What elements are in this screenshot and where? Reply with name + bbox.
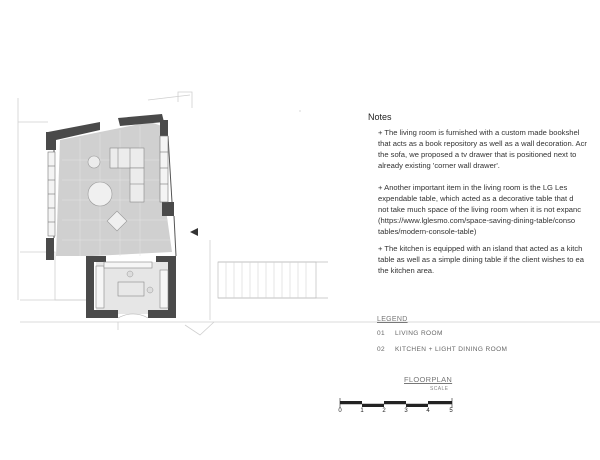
bookshelf [48,152,55,236]
legend-label: LIVING ROOM [395,330,443,337]
note-paragraph [378,182,600,237]
note-line: + The kitchen is equipped with an island that acted as a kitch [378,244,583,253]
note-line: the kitchen area. [378,266,435,275]
note-paragraph [378,127,600,171]
stair-steps [226,262,306,298]
note-line: that acts as a book repository as well as a wall decoration. Acr [378,139,587,148]
legend-label: KITCHEN + LIGHT DINING ROOM [395,346,508,353]
note-line: table as well as a simple dining table if the client wishes to ea [378,255,584,264]
note-line: not take much space of the living room when it is not expanc [378,205,582,214]
door-swing [118,314,148,318]
side-table [88,156,100,168]
scale-bar [340,398,452,408]
stool [147,287,153,293]
note-line: the sofa, we proposed a tv drawer that is positioned next to [378,150,577,159]
entry-arrow [190,228,198,236]
note-paragraph [378,243,600,276]
scale-tick: 4 [426,408,430,414]
stool [127,271,133,277]
legend-item-living-room [377,330,443,337]
note-line: (https://www.lglesmo.com/space-saving-dining-table/conso [378,216,576,225]
stair-area [218,262,328,298]
scale-tick: 3 [404,408,408,414]
note-line: tables/modern-console-table) [378,227,477,236]
note-line: expendable table, which acted as a decorative table that d [378,194,574,203]
kitchen-island [118,282,144,296]
legend-title: LEGEND [377,316,408,323]
legend-item-kitchen [377,346,507,353]
note-line: + Another important item in the living room is the LG Les [378,183,568,192]
tv-drawer [160,136,168,202]
scale-tick: 0 [338,408,342,414]
living-room-floor [56,122,172,256]
scale-tick: 2 [382,408,386,414]
legend-number: 01 [377,330,386,337]
note-line: + The living room is furnished with a custom made bookshel [378,128,580,137]
legend-number: 02 [377,346,386,353]
scale-label: SCALE [430,386,449,392]
scale-tick: 1 [360,408,364,414]
round-table [88,182,112,206]
notes-title: Notes [368,112,392,122]
floorplan-title: FLOORPLAN [404,375,453,384]
note-line: already existing 'corner wall drawer'. [378,161,500,170]
scale-tick: 5 [449,408,453,414]
